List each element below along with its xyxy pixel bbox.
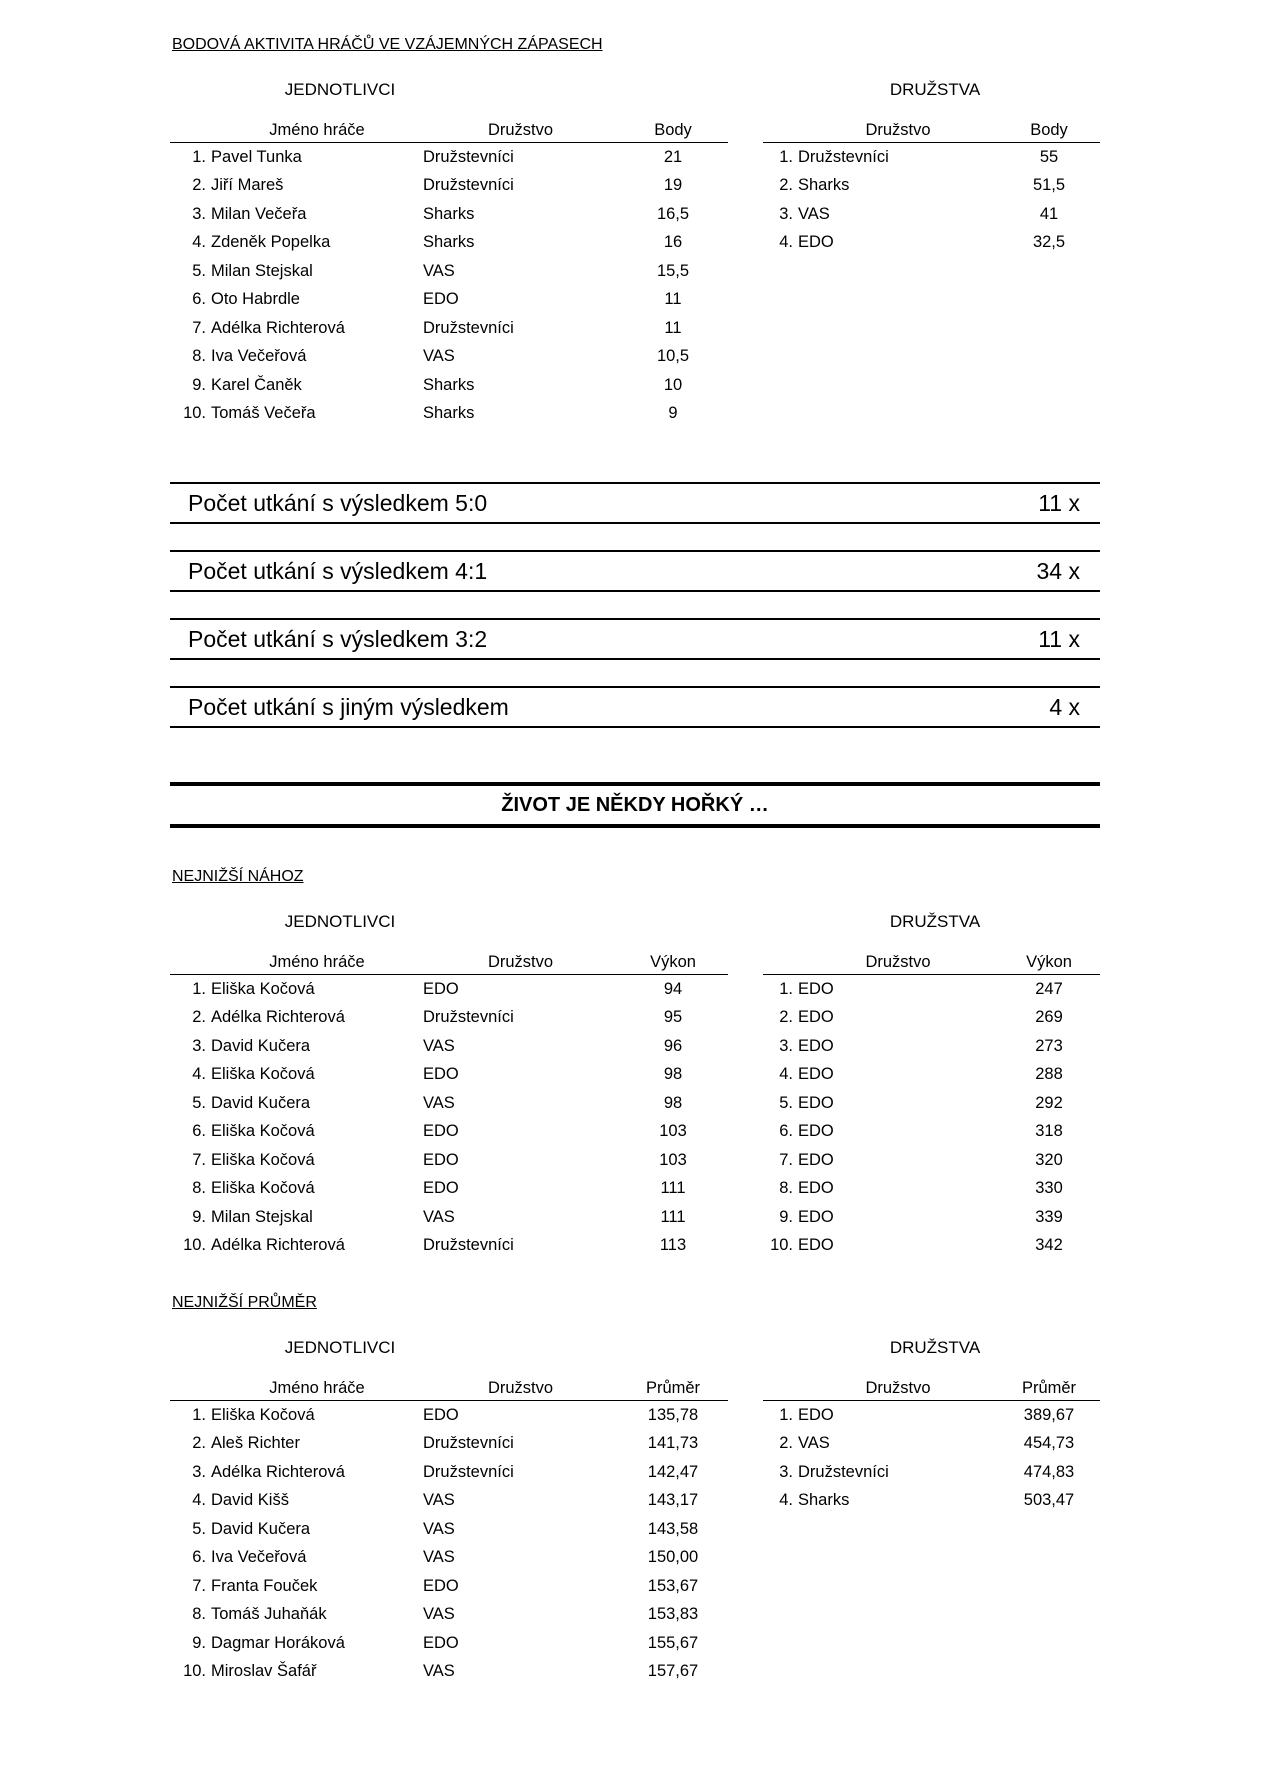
team-cell: VAS	[423, 347, 455, 366]
header-value: Body	[618, 112, 728, 143]
team-cell: EDO	[423, 1065, 459, 1084]
player-name-cell: Adélka Richterová	[211, 1236, 345, 1255]
points-teams-table	[763, 112, 1100, 257]
value-cell: 32,5	[1032, 233, 1066, 252]
value-cell: 96	[663, 1036, 683, 1055]
value-cell: 141,73	[647, 1434, 699, 1453]
player-name-cell: Iva Večeřová	[211, 347, 307, 366]
points-individuals-table	[170, 112, 728, 428]
player-name-cell: Milan Stejskal	[211, 261, 313, 280]
team-cell: EDO	[423, 979, 459, 998]
rank-cell: 2.	[779, 1434, 793, 1453]
team-cell: Družstevníci	[423, 318, 514, 337]
player-row	[170, 286, 728, 315]
header-value: Průměr	[998, 1370, 1100, 1401]
value-cell: 94	[663, 979, 683, 998]
team-row	[763, 1118, 1100, 1147]
player-row	[170, 314, 728, 343]
rank-cell: 4.	[779, 233, 793, 252]
player-row	[170, 1061, 728, 1090]
lowest-average-teams-table	[763, 1370, 1100, 1515]
header-value: Body	[998, 112, 1100, 143]
value-cell: 339	[1035, 1207, 1063, 1226]
team-cell: Družstevníci	[798, 147, 889, 166]
result-count: 11 x	[1038, 490, 1080, 516]
rank-cell: 2.	[192, 176, 206, 195]
lowest-average-individuals-table	[170, 1370, 728, 1686]
player-row	[170, 1629, 728, 1658]
team-row	[763, 1089, 1100, 1118]
value-cell: 320	[1035, 1150, 1063, 1169]
header-value: Výkon	[618, 944, 728, 975]
player-row	[170, 1515, 728, 1544]
team-cell: EDO	[798, 1065, 834, 1084]
team-row	[763, 1175, 1100, 1204]
team-cell: EDO	[798, 1405, 834, 1424]
team-cell: VAS	[798, 204, 830, 223]
player-row	[170, 1118, 728, 1147]
rank-cell: 8.	[779, 1179, 793, 1198]
team-cell: Družstevníci	[423, 1236, 514, 1255]
rank-cell: 8.	[192, 1179, 206, 1198]
value-cell: 16	[663, 233, 683, 252]
team-cell: VAS	[423, 1207, 455, 1226]
value-cell: 153,83	[647, 1605, 699, 1624]
value-cell: 9	[668, 404, 678, 423]
rank-cell: 9.	[192, 375, 206, 394]
header-value: Průměr	[618, 1370, 728, 1401]
result-count: 34 x	[1036, 558, 1080, 584]
value-cell: 389,67	[1023, 1405, 1075, 1424]
team-cell: EDO	[798, 1122, 834, 1141]
teams-label: DRUŽSTVA	[889, 80, 981, 99]
result-count: 11 x	[1038, 626, 1080, 652]
rank-cell: 3.	[192, 1036, 206, 1055]
result-box-5-0	[170, 482, 1100, 524]
rank-cell: 7.	[192, 1150, 206, 1169]
header-player-name: Jméno hráče	[211, 112, 423, 143]
rank-cell: 3.	[779, 204, 793, 223]
rank-cell: 4.	[192, 1065, 206, 1084]
player-row	[170, 1601, 728, 1630]
player-row	[170, 1146, 728, 1175]
value-cell: 111	[660, 1207, 686, 1226]
team-row	[763, 1232, 1100, 1261]
header-team: Družstvo	[423, 112, 618, 143]
value-cell: 503,47	[1023, 1491, 1075, 1510]
team-cell: Sharks	[798, 176, 850, 195]
player-name-cell: Adélka Richterová	[211, 1008, 345, 1027]
player-row	[170, 1089, 728, 1118]
team-cell: Sharks	[423, 404, 475, 423]
section-title-lowest-throw: NEJNIŽŠÍ NÁHOZ	[172, 868, 304, 885]
player-row	[170, 1458, 728, 1487]
header-team: Družstvo	[423, 944, 618, 975]
value-cell: 318	[1035, 1122, 1063, 1141]
team-cell: EDO	[423, 1122, 459, 1141]
rank-cell: 2.	[192, 1008, 206, 1027]
rank-cell: 7.	[192, 318, 206, 337]
rank-cell: 10.	[770, 1236, 793, 1255]
value-cell: 10,5	[656, 347, 690, 366]
value-cell: 10	[663, 375, 683, 394]
value-cell: 11	[664, 318, 682, 337]
team-row	[763, 1401, 1100, 1430]
value-cell: 288	[1035, 1065, 1063, 1084]
section-title-lowest-average: NEJNIŽŠÍ PRŮMĚR	[172, 1294, 317, 1311]
player-name-cell: Eliška Kočová	[211, 1122, 315, 1141]
rank-cell: 1.	[192, 147, 206, 166]
team-row	[763, 1061, 1100, 1090]
rank-cell: 8.	[192, 347, 206, 366]
player-name-cell: David Kučera	[211, 1519, 311, 1538]
team-cell: VAS	[423, 261, 455, 280]
rank-cell: 2.	[779, 1008, 793, 1027]
lowest-throw-teams-table	[763, 944, 1100, 1260]
header-team: Družstvo	[798, 1370, 998, 1401]
team-cell: EDO	[798, 1236, 834, 1255]
header-player-name: Jméno hráče	[211, 1370, 423, 1401]
rank-cell: 1.	[779, 979, 793, 998]
rank-cell: 9.	[192, 1633, 206, 1652]
player-name-cell: Eliška Kočová	[211, 979, 315, 998]
result-label: Počet utkání s výsledkem 3:2	[188, 626, 488, 652]
value-cell: 51,5	[1032, 176, 1066, 195]
rank-cell: 1.	[779, 1405, 793, 1424]
rank-cell: 9.	[779, 1207, 793, 1226]
player-name-cell: Franta Fouček	[211, 1576, 318, 1595]
team-cell: Družstevníci	[423, 147, 514, 166]
rank-cell: 7.	[779, 1150, 793, 1169]
value-cell: 103	[659, 1122, 687, 1141]
team-cell: EDO	[423, 1405, 459, 1424]
team-cell: Družstevníci	[423, 1008, 514, 1027]
player-row	[170, 371, 728, 400]
player-row	[170, 1232, 728, 1261]
team-cell: VAS	[423, 1605, 455, 1624]
value-cell: 11	[664, 290, 682, 309]
team-row	[763, 200, 1100, 229]
team-row	[763, 1203, 1100, 1232]
player-row	[170, 400, 728, 429]
rank-cell: 3.	[779, 1036, 793, 1055]
value-cell: 454,73	[1023, 1434, 1075, 1453]
value-cell: 142,47	[647, 1462, 699, 1481]
rank-cell: 6.	[192, 290, 206, 309]
result-box-3-2	[170, 618, 1100, 660]
individuals-label: JEDNOTLIVCI	[284, 80, 396, 99]
team-cell: Družstevníci	[423, 1462, 514, 1481]
rank-cell: 5.	[192, 1093, 206, 1112]
player-row	[170, 343, 728, 372]
team-cell: EDO	[798, 1179, 834, 1198]
header-team: Družstvo	[423, 1370, 618, 1401]
team-row	[763, 1004, 1100, 1033]
team-cell: EDO	[423, 1150, 459, 1169]
player-name-cell: Eliška Kočová	[211, 1405, 315, 1424]
value-cell: 153,67	[647, 1576, 699, 1595]
player-name-cell: Adélka Richterová	[211, 1462, 345, 1481]
teams-label: DRUŽSTVA	[889, 912, 981, 931]
value-cell: 143,58	[647, 1519, 699, 1538]
team-cell: EDO	[798, 233, 834, 252]
value-cell: 273	[1035, 1036, 1063, 1055]
team-cell: EDO	[423, 290, 459, 309]
rank-cell: 4.	[192, 1491, 206, 1510]
result-count: 4 x	[1049, 694, 1080, 720]
header-team: Družstvo	[798, 944, 998, 975]
player-row	[170, 1401, 728, 1430]
player-row	[170, 1544, 728, 1573]
player-name-cell: David Kučera	[211, 1036, 311, 1055]
team-cell: VAS	[423, 1662, 455, 1681]
player-name-cell: Oto Habrdle	[211, 290, 300, 309]
rank-cell: 3.	[192, 204, 206, 223]
value-cell: 21	[663, 147, 683, 166]
value-cell: 103	[659, 1150, 687, 1169]
player-name-cell: Dagmar Horáková	[211, 1633, 345, 1652]
result-label: Počet utkání s výsledkem 5:0	[188, 490, 488, 516]
value-cell: 95	[663, 1008, 683, 1027]
team-cell: EDO	[798, 1093, 834, 1112]
value-cell: 113	[659, 1236, 687, 1255]
player-name-cell: David Kučera	[211, 1093, 311, 1112]
value-cell: 330	[1035, 1179, 1063, 1198]
team-cell: VAS	[423, 1519, 455, 1538]
player-row	[170, 1487, 728, 1516]
team-cell: Družstevníci	[423, 176, 514, 195]
rank-cell: 10.	[183, 1662, 206, 1681]
individuals-label: JEDNOTLIVCI	[284, 912, 396, 931]
team-cell: EDO	[798, 1207, 834, 1226]
rank-cell: 2.	[192, 1434, 206, 1453]
team-cell: Sharks	[423, 375, 475, 394]
result-box-4-1	[170, 550, 1100, 592]
player-name-cell: Pavel Tunka	[211, 147, 302, 166]
rank-cell: 5.	[192, 1519, 206, 1538]
rank-cell: 10.	[183, 1236, 206, 1255]
player-row	[170, 1175, 728, 1204]
team-cell: EDO	[798, 1008, 834, 1027]
rank-cell: 3.	[192, 1462, 206, 1481]
value-cell: 135,78	[647, 1405, 699, 1424]
value-cell: 15,5	[656, 261, 690, 280]
value-cell: 98	[663, 1093, 683, 1112]
player-name-cell: Miroslav Šafář	[211, 1662, 317, 1681]
value-cell: 247	[1035, 979, 1063, 998]
rank-cell: 4.	[779, 1065, 793, 1084]
banner-heading: ŽIVOT JE NĚKDY HOŘKÝ …	[170, 782, 1100, 828]
individuals-label: JEDNOTLIVCI	[284, 1338, 396, 1357]
value-cell: 111	[660, 1179, 686, 1198]
rank-cell: 1.	[779, 147, 793, 166]
team-cell: Družstevníci	[423, 1434, 514, 1453]
rank-cell: 5.	[779, 1093, 793, 1112]
team-row	[763, 975, 1100, 1004]
player-name-cell: Milan Večeřa	[211, 204, 307, 223]
team-cell: EDO	[798, 979, 834, 998]
player-name-cell: David Kišš	[211, 1491, 289, 1510]
rank-cell: 1.	[192, 979, 206, 998]
player-row	[170, 1032, 728, 1061]
value-cell: 157,67	[647, 1662, 699, 1681]
player-name-cell: Eliška Kočová	[211, 1179, 315, 1198]
player-name-cell: Karel Čaněk	[211, 375, 302, 394]
team-cell: VAS	[423, 1491, 455, 1510]
player-row	[170, 975, 728, 1004]
team-row	[763, 172, 1100, 201]
player-name-cell: Eliška Kočová	[211, 1150, 315, 1169]
rank-cell: 6.	[192, 1122, 206, 1141]
rank-cell: 4.	[192, 233, 206, 252]
player-row	[170, 143, 728, 172]
rank-cell: 3.	[779, 1462, 793, 1481]
player-name-cell: Tomáš Večeřa	[211, 404, 316, 423]
team-row	[763, 229, 1100, 258]
rank-cell: 1.	[192, 1405, 206, 1424]
player-row	[170, 1004, 728, 1033]
team-cell: EDO	[423, 1576, 459, 1595]
player-name-cell: Adélka Richterová	[211, 318, 345, 337]
rank-cell: 9.	[192, 1207, 206, 1226]
team-row	[763, 1430, 1100, 1459]
rank-cell: 8.	[192, 1605, 206, 1624]
team-row	[763, 1487, 1100, 1516]
rank-cell: 6.	[779, 1122, 793, 1141]
header-player-name: Jméno hráče	[211, 944, 423, 975]
section-title-points: BODOVÁ AKTIVITA HRÁČŮ VE VZÁJEMNÝCH ZÁPASECH	[172, 36, 603, 53]
team-cell: Sharks	[423, 233, 475, 252]
rank-cell: 6.	[192, 1548, 206, 1567]
player-name-cell: Tomáš Juhaňák	[211, 1605, 327, 1624]
player-name-cell: Aleš Richter	[211, 1434, 300, 1453]
team-row	[763, 1458, 1100, 1487]
team-cell: EDO	[798, 1036, 834, 1055]
value-cell: 292	[1035, 1093, 1063, 1112]
value-cell: 98	[663, 1065, 683, 1084]
player-name-cell: Jiří Mareš	[211, 176, 284, 195]
player-row	[170, 229, 728, 258]
player-row	[170, 1658, 728, 1687]
team-row	[763, 1146, 1100, 1175]
team-cell: EDO	[423, 1633, 459, 1652]
value-cell: 55	[1039, 147, 1059, 166]
result-label: Počet utkání s výsledkem 4:1	[188, 558, 488, 584]
rank-cell: 10.	[183, 404, 206, 423]
rank-cell: 5.	[192, 261, 206, 280]
player-row	[170, 1203, 728, 1232]
result-box-other	[170, 686, 1100, 728]
header-value: Výkon	[998, 944, 1100, 975]
rank-cell: 7.	[192, 1576, 206, 1595]
value-cell: 143,17	[647, 1491, 699, 1510]
value-cell: 16,5	[656, 204, 690, 223]
lowest-throw-individuals-table	[170, 944, 728, 1260]
team-cell: VAS	[423, 1548, 455, 1567]
team-row	[763, 1032, 1100, 1061]
rank-cell: 4.	[779, 1491, 793, 1510]
player-name-cell: Milan Stejskal	[211, 1207, 313, 1226]
value-cell: 342	[1035, 1236, 1063, 1255]
team-cell: EDO	[798, 1150, 834, 1169]
player-row	[170, 172, 728, 201]
team-cell: Družstevníci	[798, 1462, 889, 1481]
player-name-cell: Iva Večeřová	[211, 1548, 307, 1567]
value-cell: 155,67	[647, 1633, 699, 1652]
team-cell: VAS	[423, 1036, 455, 1055]
player-name-cell: Eliška Kočová	[211, 1065, 315, 1084]
team-cell: Sharks	[798, 1491, 850, 1510]
team-cell: EDO	[423, 1179, 459, 1198]
team-row	[763, 143, 1100, 172]
player-name-cell: Zdeněk Popelka	[211, 233, 331, 252]
value-cell: 150,00	[647, 1548, 699, 1567]
teams-label: DRUŽSTVA	[889, 1338, 981, 1357]
header-team: Družstvo	[798, 112, 998, 143]
team-cell: VAS	[798, 1434, 830, 1453]
value-cell: 41	[1039, 204, 1059, 223]
player-row	[170, 200, 728, 229]
player-row	[170, 1572, 728, 1601]
team-cell: VAS	[423, 1093, 455, 1112]
rank-cell: 2.	[779, 176, 793, 195]
value-cell: 19	[663, 176, 683, 195]
value-cell: 269	[1035, 1008, 1063, 1027]
value-cell: 474,83	[1023, 1462, 1075, 1481]
player-row	[170, 1430, 728, 1459]
player-row	[170, 257, 728, 286]
team-cell: Sharks	[423, 204, 475, 223]
result-label: Počet utkání s jiným výsledkem	[188, 694, 509, 720]
